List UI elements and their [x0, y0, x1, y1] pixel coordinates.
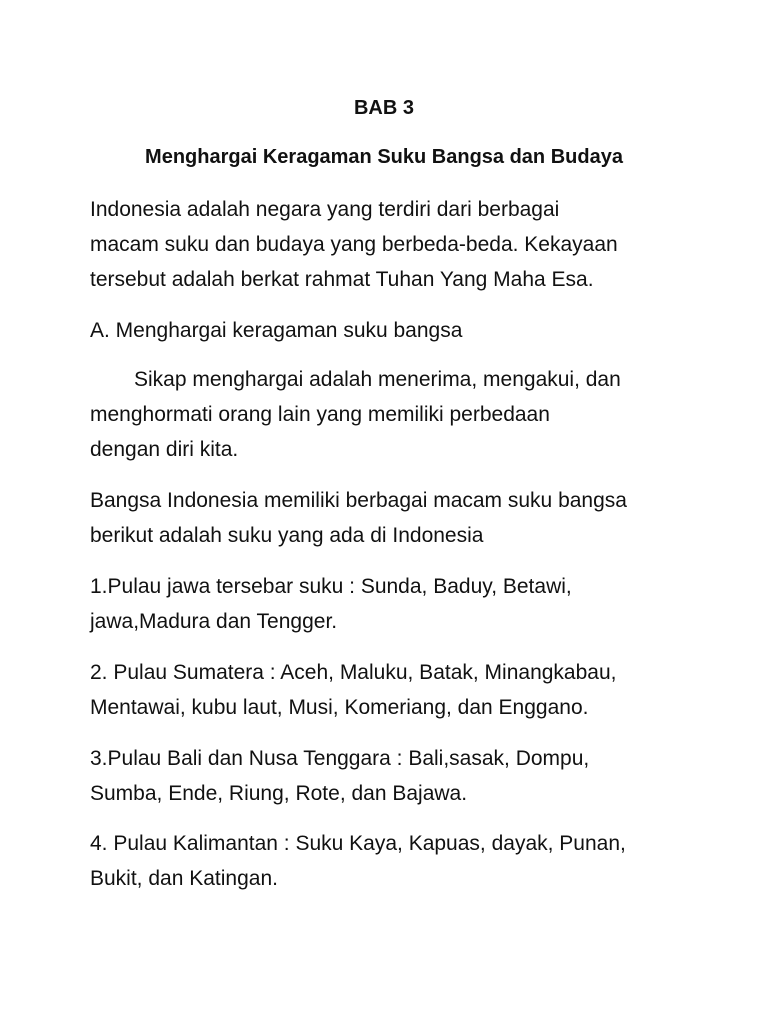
text-line: Bukit, dan Katingan.	[90, 867, 278, 890]
text-line: jawa,Madura dan Tengger.	[90, 610, 338, 633]
text-line: berikut adalah suku yang ada di Indonesia	[90, 524, 484, 547]
text-line: macam suku dan budaya yang berbeda-beda. Kekayaan	[90, 233, 618, 256]
text-line: 1.Pulau jawa tersebar suku : Sunda, Baduy, Betawi,	[90, 575, 572, 598]
text-line: dengan diri kita.	[90, 438, 239, 461]
section-a-heading	[90, 313, 690, 348]
lead-in-paragraph	[90, 483, 690, 553]
chapter-title: Menghargai Keragaman Suku Bangsa dan Budaya	[145, 146, 623, 168]
list-item	[90, 655, 690, 725]
list-item	[90, 569, 690, 639]
text-line: Mentawai, kubu laut, Musi, Komeriang, dan Enggano.	[90, 696, 589, 719]
definition-paragraph	[90, 362, 690, 467]
intro-paragraph	[90, 192, 690, 297]
text-line: 2. Pulau Sumatera : Aceh, Maluku, Batak, Minangkabau,	[90, 661, 617, 684]
text-line: tersebut adalah berkat rahmat Tuhan Yang Maha Esa.	[90, 268, 594, 291]
text-line: menghormati orang lain yang memiliki perbedaan	[90, 403, 550, 426]
text-line: Indonesia adalah negara yang terdiri dari berbagai	[90, 198, 560, 221]
text-line: Sikap menghargai adalah menerima, mengakui, dan	[134, 368, 621, 391]
list-item	[90, 826, 690, 896]
text-line: 3.Pulau Bali dan Nusa Tenggara : Bali,sasak, Dompu,	[90, 747, 590, 770]
text-line: 4. Pulau Kalimantan : Suku Kaya, Kapuas, dayak, Punan,	[90, 832, 626, 855]
list-item	[90, 741, 690, 811]
text-line: Bangsa Indonesia memiliki berbagai macam suku bangsa	[90, 489, 627, 512]
chapter-heading: BAB 3	[353, 97, 414, 119]
text-line: Sumba, Ende, Riung, Rote, dan Bajawa.	[90, 782, 468, 805]
text-line: A. Menghargai keragaman suku bangsa	[90, 319, 463, 342]
